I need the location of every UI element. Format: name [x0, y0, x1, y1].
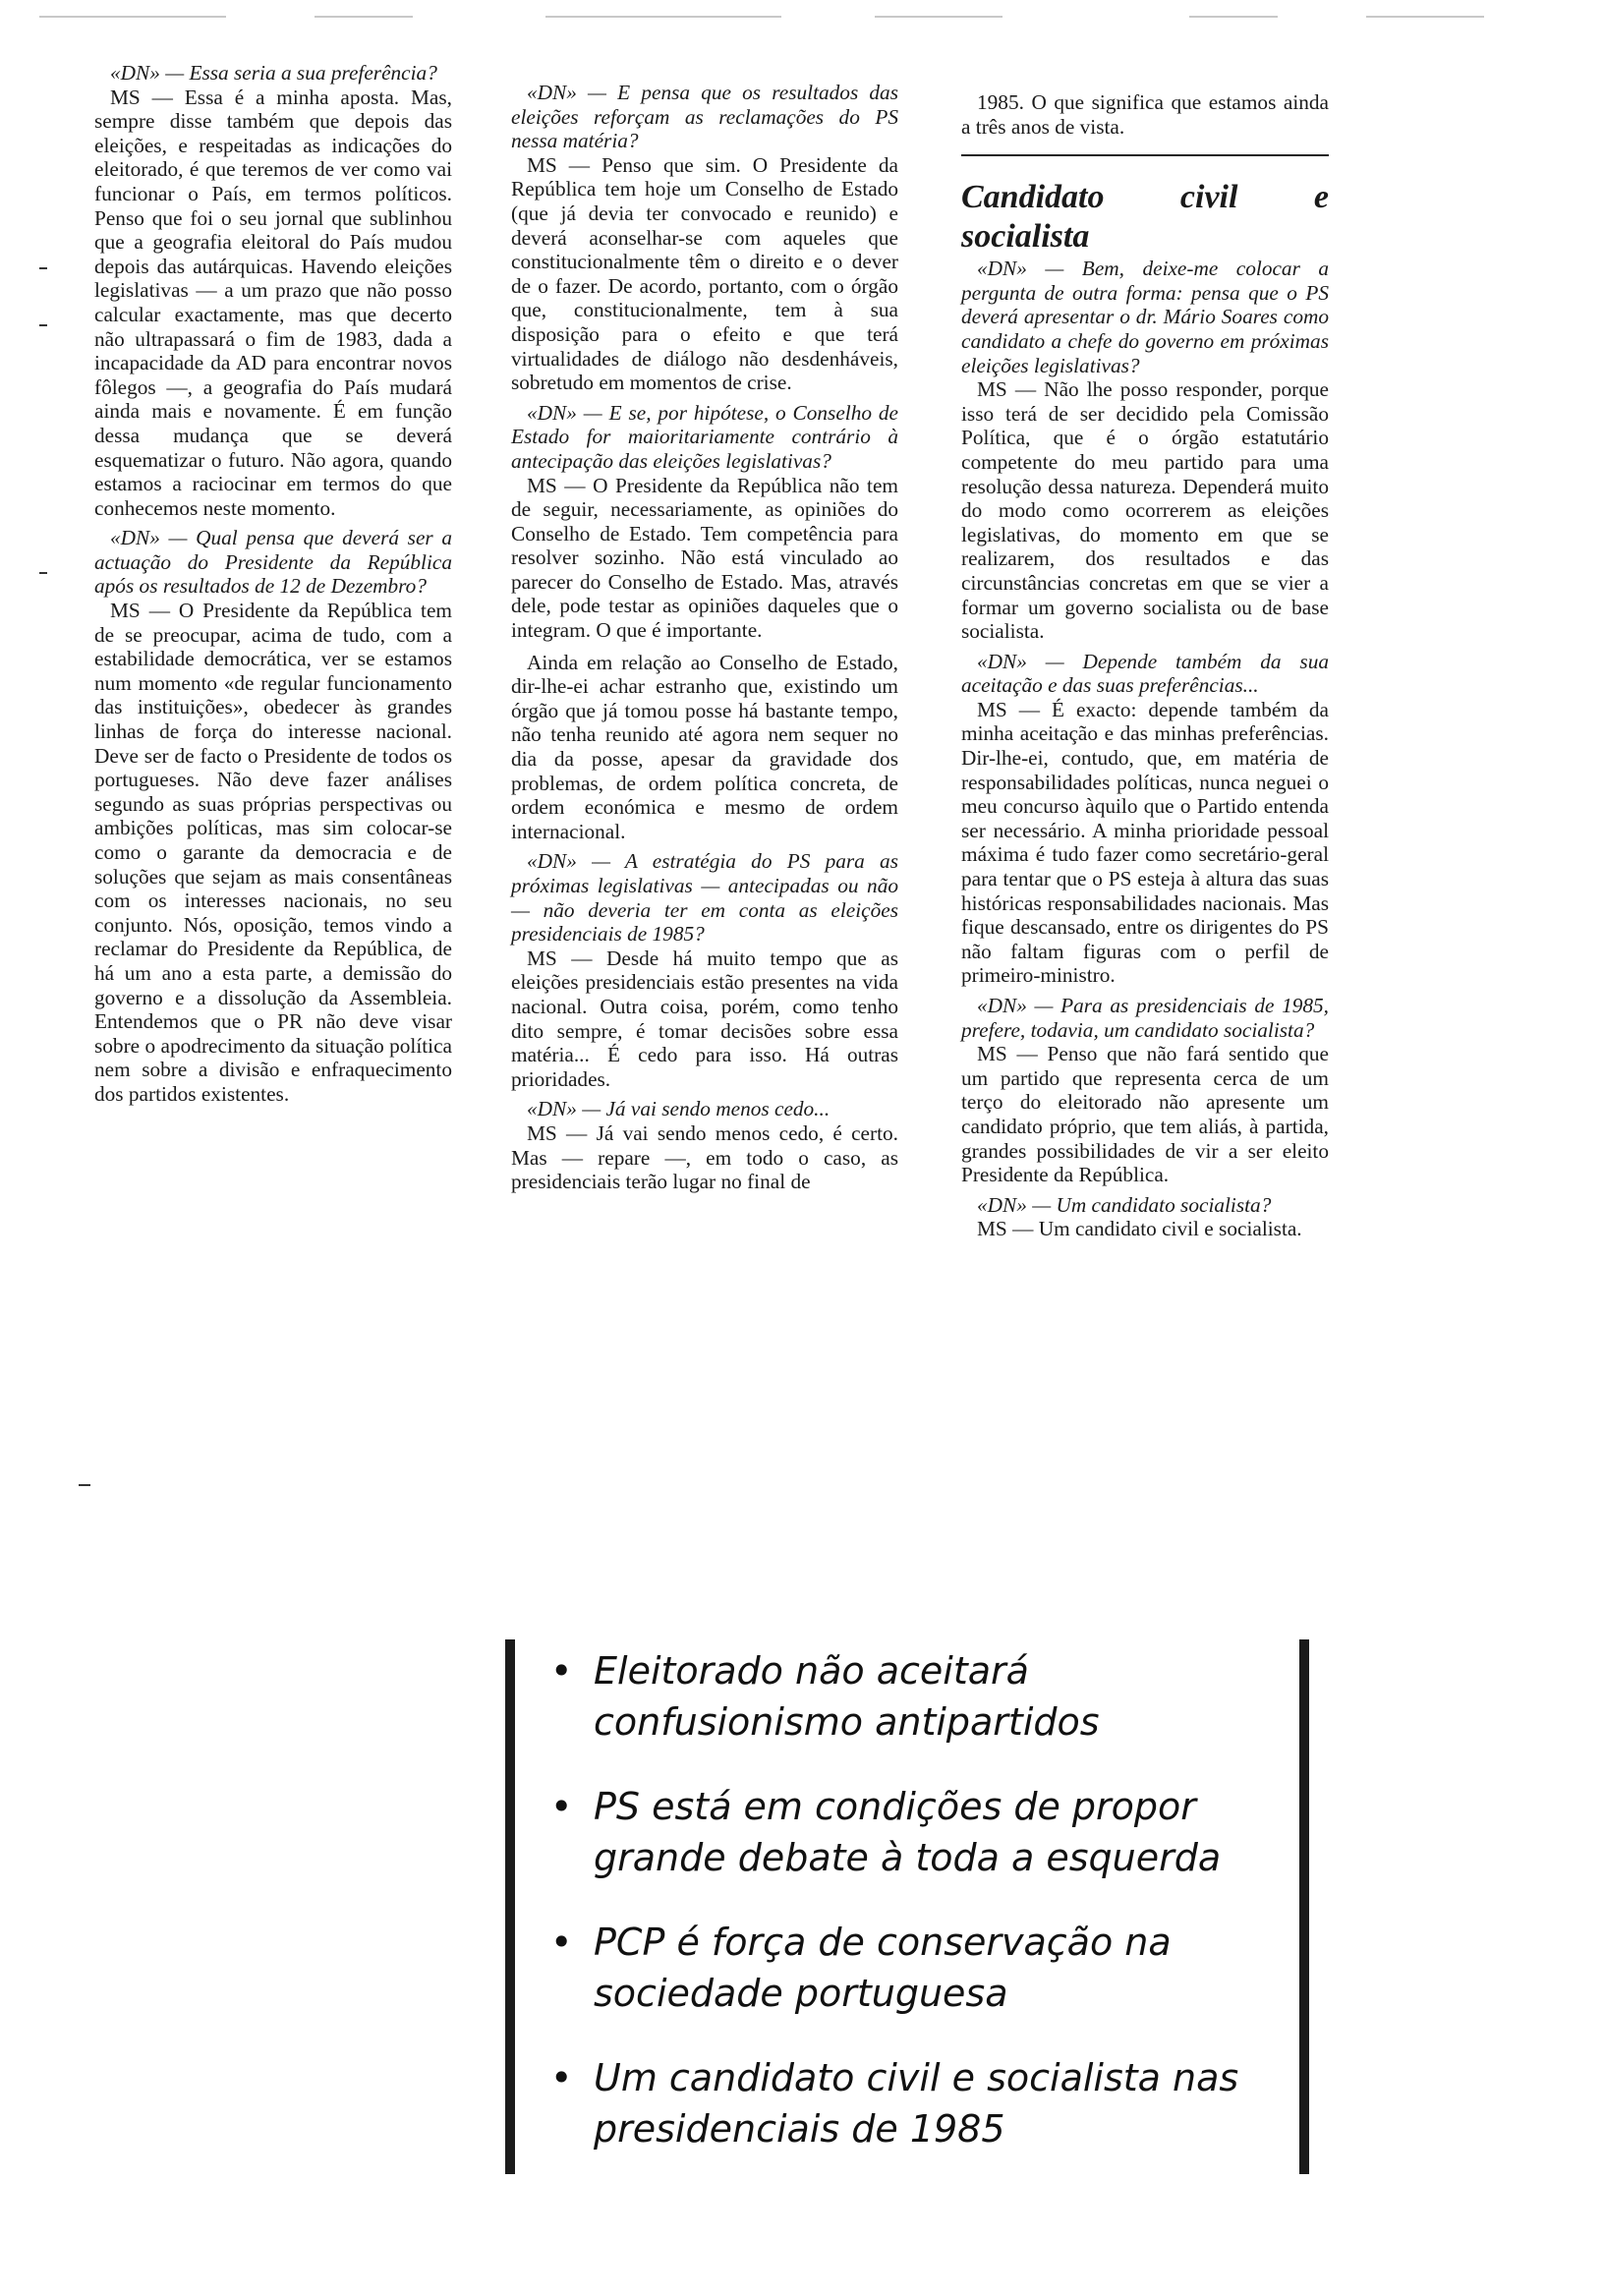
interview-answer: Ainda em relação ao Conselho de Estado, dir-lhe-ei achar estranho que, existindo um órgão que já tomou posse há bastante tempo, não tenha reunido até agora nem sequer no dia da posse, apesar da gravidade dos problemas, de ordem política concreta, de ordem económica e mesmo de ordem internacional.: [511, 650, 898, 843]
interview-question: «DN» — Essa seria a sua preferência?: [110, 61, 437, 85]
interview-answer: MS — Não lhe posso responder, porque isso terá de ser decidido pela Comissão Política, que é o órgão estatutário competente do meu partido para uma resolução dessa natureza. Dependerá muito do modo como ocorrerem as eleições legislativas, do momento em que se realizarem, dos resultados e das circunstâncias concretas em que se vier a formar um governo socialista ou de base socialista.: [961, 377, 1329, 644]
scan-artifact: [545, 16, 781, 18]
scan-artifact: [875, 16, 1002, 18]
interview-answer: MS — Penso que sim. O Presidente da República tem hoje um Conselho de Estado (que já devia ter convocado e reunido) e deverá aconselhar-se com aqueles que constitucionalmente têm o direito e o dever de o fazer. De acordo, portanto, com o órgão que, constitucionalmente, tem à sua disposição para o efeito e que terá virtualidades de diálogo não desdenháveis, sobretudo em momentos de crise.: [511, 152, 898, 395]
bullet-icon: •: [550, 2056, 573, 2099]
margin-mark: [39, 324, 47, 326]
section-subheading: Candidato civil e socialista: [961, 179, 1329, 256]
scan-artifact: [315, 16, 413, 18]
scan-artifact: [1189, 16, 1278, 18]
article-column-3: [961, 90, 1329, 1243]
highlight-item: [552, 1781, 1299, 1883]
column-3-body: [961, 257, 1329, 1241]
interview-answer: MS — O Presidente da República não tem de seguir, necessariamente, as opiniões do Conselho de Estado. Tem competência para resolver sozinho. Não está vinculado ao parecer do Conselho de Estado. Mas, através dele, pode testar as opiniões daqueles que o integram. O que é importante.: [511, 473, 898, 643]
highlight-text: PCP é força de conservação na sociedade portuguesa: [594, 1921, 1172, 2015]
highlight-item: [552, 1645, 1299, 1748]
margin-mark: [79, 1484, 90, 1486]
highlights-list: [515, 1645, 1299, 2154]
margin-mark: [39, 572, 47, 574]
interview-answer: MS — Desde há muito tempo que as eleições presidenciais estão presentes na vida nacional. Outra coisa, porém, como tenho dito sempre, é tomar decisões sobre essa matéria... É cedo para isso. Há outras prioridades.: [511, 946, 898, 1091]
margin-mark: [39, 267, 47, 269]
interview-question: «DN» — A estratégia do PS para as próximas legislativas — antecipadas ou não — não deveria ter em conta as eleições presidenciais de 1985?: [511, 849, 898, 947]
interview-question: «DN» — Qual pensa que deverá ser a actuação do Presidente da República após os resultados de 12 de Dezembro?: [94, 526, 452, 599]
column-3-continuation: 1985. O que significa que estamos ainda a três anos de vista.: [961, 90, 1329, 139]
article-column-1: [94, 61, 452, 1109]
bullet-icon: •: [550, 1921, 573, 1964]
interview-question: «DN» — Para as presidenciais de 1985, prefere, todavia, um candidato socialista?: [961, 994, 1329, 1042]
bullet-icon: •: [550, 1785, 573, 1828]
highlight-text: Eleitorado não aceitará confusionismo antipartidos: [594, 1649, 1100, 1744]
interview-question: «DN» — Depende também da sua aceitação e das suas preferências...: [961, 649, 1329, 698]
interview-question: «DN» — Um candidato socialista?: [977, 1192, 1272, 1217]
scan-artifact: [1366, 16, 1484, 18]
interview-answer: MS — O Presidente da República tem de se preocupar, acima de tudo, com a estabilidade democrática, ver se estamos num momento «de regular funcionamento das instituições», obedecer às grandes linhas de força do interesse nacional. Deve ser de facto o Presidente de todos os portugueses. Não deve fazer análises segundo as suas próprias perspectivas ou ambições políticas, mas sim colocar-se como o garante da democracia e de soluções que sejam as mais consentâneas com os interesses nacionais, no seu conjunto. Nós, oposição, temos vindo a reclamar do Presidente da República, de há um ano a esta parte, a demissão do governo e a dissolução da Assembleia. Entendemos que o PR não deve visar sobre o apodrecimento da situação política nem sobre a divisão e enfraquecimento dos partidos existentes.: [94, 599, 452, 1106]
highlight-text: PS está em condições de propor grande debate à toda a esquerda: [594, 1785, 1222, 1879]
interview-question: «DN» — E pensa que os resultados das eleições reforçam as reclamações do PS nessa matéria?: [511, 81, 898, 153]
bullet-icon: •: [550, 1649, 573, 1693]
interview-question: «DN» — E se, por hipótese, o Conselho de Estado for maioritariamente contrário à antecipação das eleições legislativas?: [511, 400, 898, 473]
interview-question: «DN» — Bem, deixe-me colocar a pergunta de outra forma: pensa que o PS deverá apresentar o dr. Mário Soares como candidato a chefe do governo em próximas eleições legislativas?: [961, 257, 1329, 377]
highlight-item: [552, 1917, 1299, 2019]
interview-answer: MS — Um candidato civil e socialista.: [977, 1217, 1302, 1241]
highlight-text: Um candidato civil e socialista nas presidenciais de 1985: [594, 2056, 1239, 2151]
interview-answer: MS — É exacto: depende também da minha aceitação e das minhas preferências. Dir-lhe-ei, contudo, que, em matéria de responsabilidades políticas, nunca neguei o meu concurso àquilo que o Partido entenda ser necessário. A minha prioridade pessoal máxima é tudo fazer como secretário-geral para tentar que o PS esteja à altura das suas históricas responsabilidades nacionais. Mas fique descansado, entre os dirigentes do PS não faltam figuras com o perfil de primeiro-ministro.: [961, 697, 1329, 988]
interview-answer: MS — Já vai sendo menos cedo, é certo. Mas — repare —, em todo o caso, as presidenciais terão lugar no final de: [511, 1120, 898, 1194]
interview-answer: MS — Essa é a minha aposta. Mas, sempre disse também que depois das eleições, e respeitadas as indicações do eleitorado, é que teremos de ver como vai funcionar o País, em termos políticos. Penso que foi o seu jornal que sublinhou que a geografia eleitoral do País mudou depois das autárquicas. Havendo eleições legislativas — a um prazo que não posso calcular exactamente, mas que decerto não ultrapassará o fim de 1983, dada a incapacidade da AD para encontrar novos fôlegos —, a geografia do País mudará ainda mais e novamente. É em função dessa mudança que se deverá esquematizar o futuro. Não agora, quando estamos a raciocinar em termos do que conhecemos neste momento.: [94, 85, 452, 520]
interview-answer: MS — Penso que não fará sentido que um partido que representa cerca de um terço do eleitorado não apresente um candidato próprio, que tem aliás, à partida, grandes possibilidades de vir a ser eleito Presidente da República.: [961, 1042, 1329, 1187]
highlights-box: [505, 1639, 1309, 2174]
section-rule: [961, 154, 1329, 156]
interview-question: «DN» — Já vai sendo menos cedo...: [527, 1097, 831, 1121]
highlight-item: [552, 2052, 1299, 2154]
article-column-2: [511, 81, 898, 1196]
scan-artifact: [39, 16, 226, 18]
